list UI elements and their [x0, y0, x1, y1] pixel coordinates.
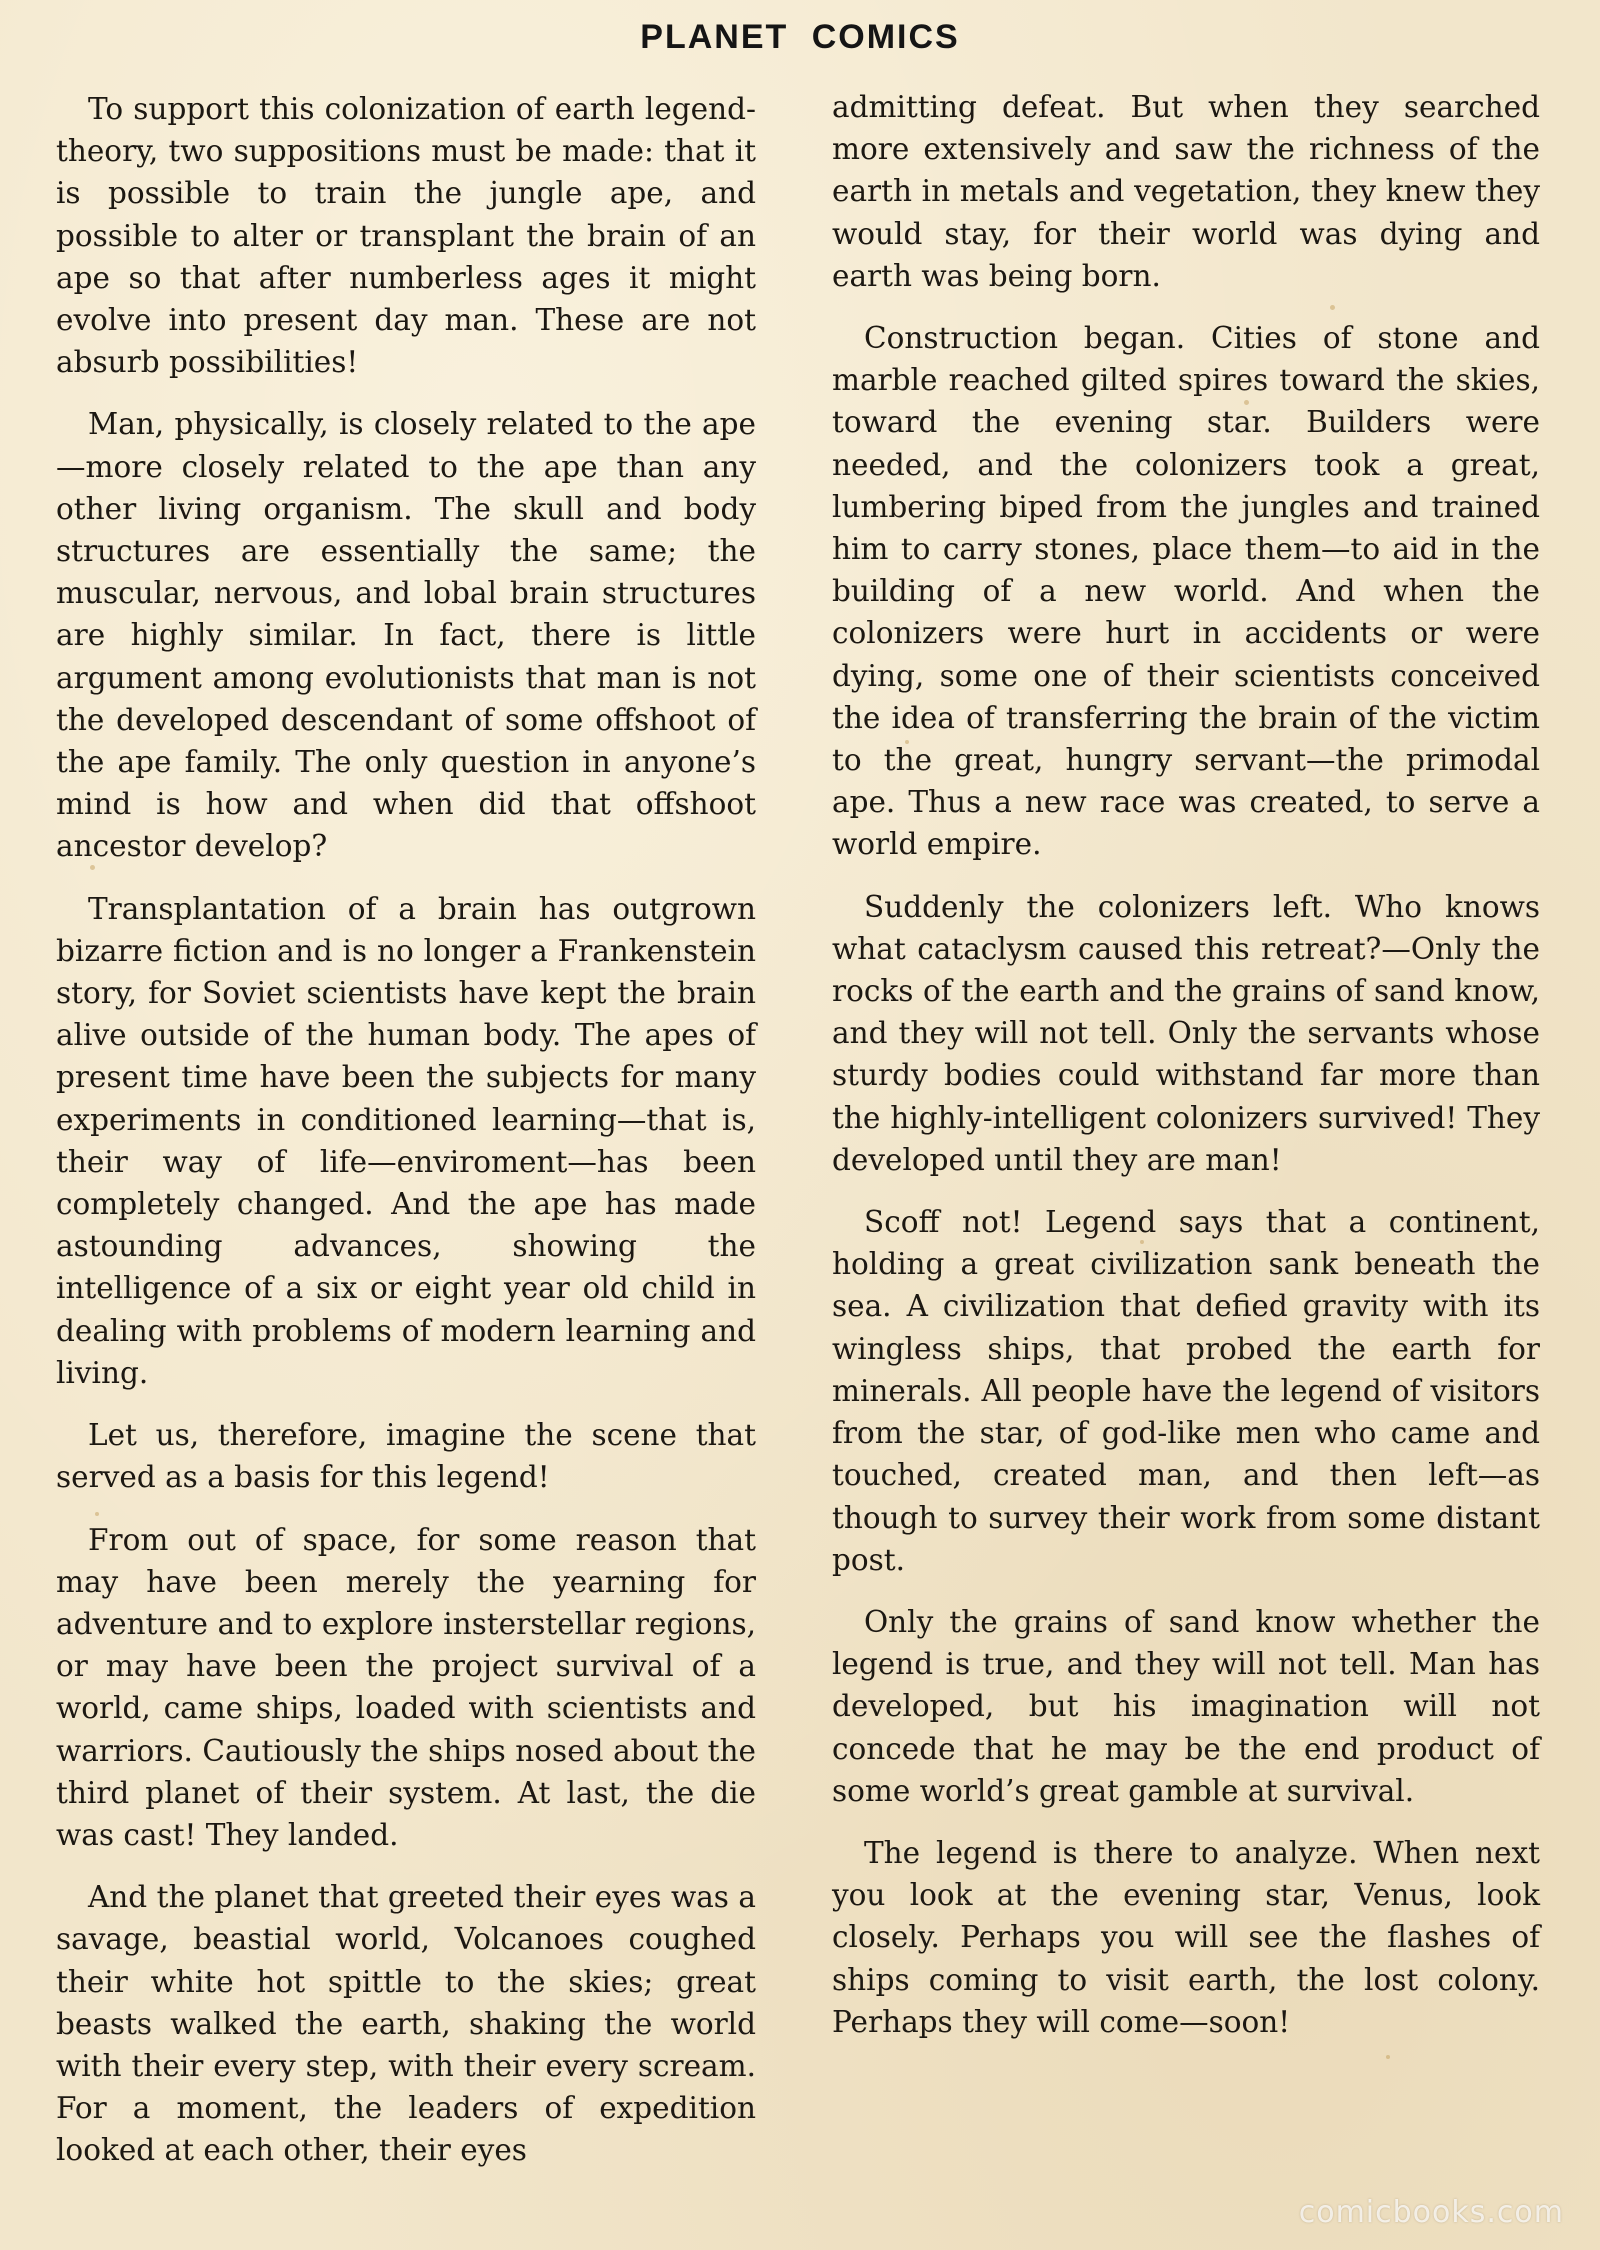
paragraph: Transplantation of a brain has outgrown bizarre fiction and is no longer a Frankenstein story, for Soviet scientists have kept the brain alive outside of the human body. The apes of present time have been the subjects for many experiments in conditioned learning—that is, their way of life—enviroment—has been completely changed. And the ape has made astounding advances, showing the intelligence of a six or eight year old child in dealing with problems of modern learning and living.: [56, 891, 756, 1390]
paragraph: Suddenly the colonizers left. Who knows what cataclysm caused this retreat?—Only the rocks of the earth and the grains of sand know, and they will not tell. Only the servants whose sturdy bodies could withstand far more than the highly-intelligent colonizers survived! They developed until they are man!: [832, 889, 1540, 1177]
paper-speck: [905, 740, 909, 744]
paper-speck: [1386, 2055, 1390, 2059]
paper-speck: [95, 1512, 99, 1516]
site-watermark: comicbooks.com: [1298, 2195, 1564, 2230]
paper-speck: [1330, 305, 1335, 310]
right-text-column: [832, 86, 1540, 2063]
left-text-column: [56, 88, 756, 2192]
paragraph: Scoff not! Legend says that a continent, holding a great civilization sank beneath the sea. A civilization that defied gravity with its wingless ships, that probed the earth for minerals. All people have the legend of visitors from the star, of god-like men who came and touched, created man, and then left—as though to survey their work from some distant post.: [832, 1205, 1540, 1577]
paragraph: admitting defeat. But when they searched more extensively and saw the richness of the earth in metals and vegetation, they knew they would stay, for their world was dying and earth was being born.: [832, 90, 1540, 293]
paragraph: The legend is there to analyze. When next you look at the evening star, Venus, look closely. Perhaps you will see the flashes of ships coming to visit earth, the lost colony. Perhaps they will come—soon!: [832, 1835, 1540, 2039]
paper-speck: [1140, 1240, 1144, 1244]
paragraph: Only the grains of sand know whether the legend is true, and they will not tell. Man has developed, but his imagination will not concede that he may be the end product of some world’s great gamble at survival.: [832, 1604, 1540, 1808]
paragraph: From out of space, for some reason that may have been merely the yearning for adventure and to explore insterstellar regions, or may have been the project survival of a world, came ships, loaded with scientists and warriors. Cautiously the ships nosed about the third planet of their system. At last, the die was cast! They landed.: [56, 1522, 756, 1852]
paragraph: Let us, therefore, imagine the scene that served as a basis for this legend!: [56, 1418, 756, 1495]
paragraph: Construction began. Cities of stone and marble reached gilted spires toward the skies, toward the evening star. Builders were needed, and the colonizers took a great, lumbering biped from the jungles and trained him to carry stones, place them—to aid in the building of a new world. And when the colonizers were hurt in accidents or were dying, some one of their scientists conceived the idea of transferring the brain of the victim to the great, hungry servant—the primodal ape. Thus a new race was created, to serve a world empire.: [832, 321, 1540, 862]
paragraph: To support this colonization of earth legend-theory, two suppositions must be made: that it is possible to train the jungle ape, and possible to alter or transplant the brain of an ape so that after numberless ages it might evolve into present day man. These are not absurb possibilities!: [56, 92, 756, 380]
paragraph: Man, physically, is closely related to the ape—more closely related to the ape than any other living organism. The skull and body structures are essentially the same; the muscular, nervous, and lobal brain structures are highly similar. In fact, there is little argument among evolutionists that man is not the developed descendant of some offshoot of the ape family. The only question in anyone’s mind is how and when did that offshoot ancestor develop?: [56, 407, 756, 864]
paper-speck: [90, 865, 95, 870]
paragraph: And the planet that greeted their eyes was a savage, beastial world, Volcanoes coughed their white hot spittle to the skies; great beasts walked the earth, shaking the world with their every step, with their every scream. For a moment, the leaders of expedition looked at each other, their eyes: [56, 1880, 756, 2168]
paper-speck: [1244, 400, 1249, 405]
page-header-title: PLANET COMICS: [640, 18, 960, 56]
